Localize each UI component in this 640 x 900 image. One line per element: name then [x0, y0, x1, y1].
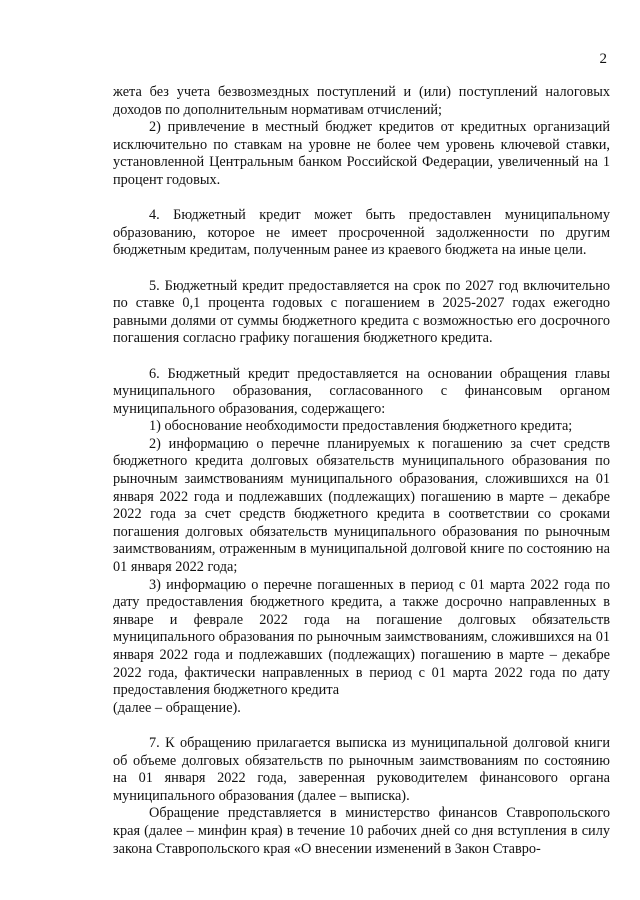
paragraph-6-closing: (далее – обращение).: [113, 699, 241, 716]
paragraph-continuation: жета без учета безвозмездных поступлений и (или) поступлений налоговых доходов по дополнительным нормативам отчислений;: [113, 84, 610, 118]
paragraph-7-extract: 7. К обращению прилагается выписка из муниципальной долговой книги об объеме долговых обязательств по рыночным заимствованиям по состоянию на 01 января 2022 года, заверенная руководителем финансового органа муниципального образования (далее – выписка).: [113, 734, 610, 804]
paragraph-6-application-basis: 6. Бюджетный кредит предоставляется на основании обращения главы муниципального образования, согласованного с финансовым органом муниципального образования, содержащего:: [113, 365, 610, 417]
paragraph-6-item-2: 2) информацию о перечне планируемых к погашению за счет средств бюджетного кредита долговых обязательств муниципального образования по рыночным заимствованиям муниципального образования, сложившихся на 01 января 2022 года и подлежавших (подлежащих) погашению в марте – декабре 2022 года за счет средств бюджетного кредита в соответствии со сроками погашения долговых обязательств муниципального образования по рыночным заимствованиям, отраженным в муниципальной долговой книге по состоянию на 01 января 2022 года;: [113, 435, 610, 576]
document-body: [113, 84, 610, 858]
page-number: 2: [599, 51, 607, 67]
paragraph-6-item-3: 3) информацию о перечне погашенных в период с 01 марта 2022 года по дату предоставления бюджетного кредита, а также досрочно направленных в январе и феврале 2022 года на погашение долговых обязательств муниципального образования по рыночным заимствованиям, сложившихся на 01 января 2022 года и подлежавших (подлежащих) погашению в марте – декабре 2022 года, фактически направленных в период с 01 марта 2022 года по дату предоставления бюджетного кредита: [113, 576, 610, 699]
paragraph-5-term: 5. Бюджетный кредит предоставляется на срок по 2027 год включительно по ставке 0,1 процента годовых с погашением в 2025-2027 годах ежегодно равными долями от суммы бюджетного кредита с возможностью его досрочного погашения согласно графику погашения бюджетного кредита.: [113, 277, 610, 347]
paragraph-6-item-1: 1) обоснование необходимости предоставления бюджетного кредита;: [149, 418, 573, 435]
paragraph-item-2-credit-organizations: 2) привлечение в местный бюджет кредитов от кредитных организаций исключительно по ставкам на уровне не более чем уровень ключевой ставки, установленной Центральным банком Российской Федерации, увеличенный на 1 процент годовых.: [113, 119, 610, 188]
paragraph-4-eligibility: 4. Бюджетный кредит может быть предоставлен муниципальному образованию, которое не имеет просроченной задолженности по другим бюджетным кредитам, полученным ранее из краевого бюджета на иные цели.: [113, 207, 610, 259]
paragraph-submission: Обращение представляется в министерство финансов Ставропольского края (далее – минфин края) в течение 10 рабочих дней со дня вступления в силу закона Ставропольского края «О внесении изменений в Закон Ставро-: [113, 805, 610, 857]
